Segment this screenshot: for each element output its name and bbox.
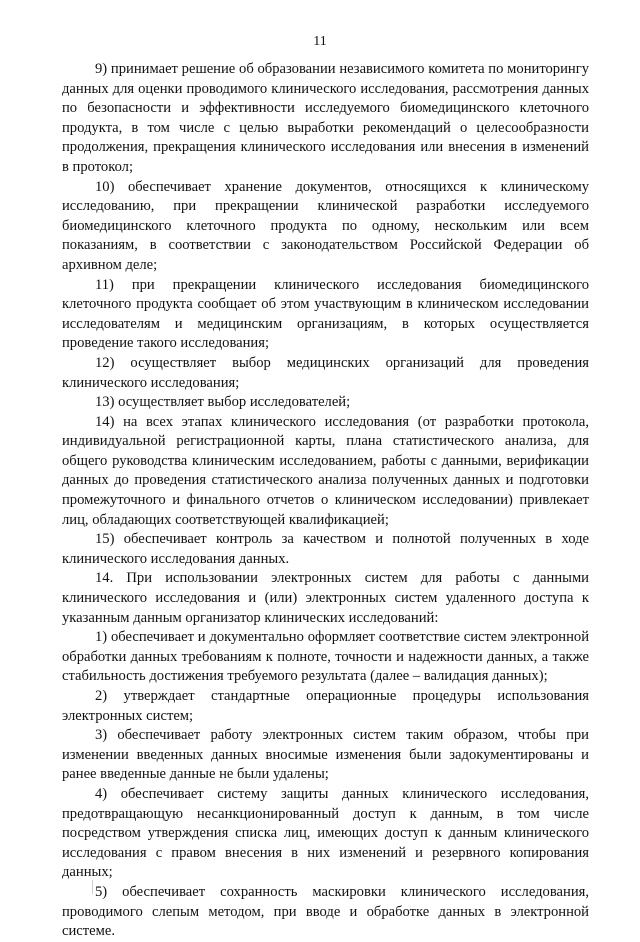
subitem-1: 1) обеспечивает и документально оформляет соответствие систем электронной обработки данных требованиям к полноте, точности и надежности данных, а также стабильность достижения требуемого результата (далее – валидация данных); [62, 629, 589, 685]
subitem-3: 3) обеспечивает работу электронных систем таким образом, чтобы при изменении введенных данных вносимые изменения были задокументированы и ранее введенные данные не были удалены; [62, 727, 589, 783]
subitem-4: 4) обеспечивает систему защиты данных клинического исследования, предотвращающую несанкционированный доступ к данным, в том числе посредством утверждения списка лиц, имеющих доступ к данным клинического исследования с правом внесения в них изменений и резервного копирования данных; [62, 785, 589, 881]
paragraph-item-15: 15) обеспечивает контроль за качеством и полнотой полученных в ходе клинического исследования данных. [62, 531, 589, 567]
paragraph-item-11: 11) при прекращении клинического исследования биомедицинского клеточного продукта сообщает об этом участвующим в клиническом исследовании исследователям и медицинским организациям, в которых осуществляется проведение такого исследования; [62, 276, 589, 352]
paragraph-item-12: 12) осуществляет выбор медицинских организаций для проведения клинического исследования; [62, 354, 589, 391]
paragraph-item-14: 14) на всех этапах клинического исследования (от разработки протокола, индивидуальной регистрационной карты, плана статистического анализа, для общего руководства клиническим исследованием, работы с данными, верификации данных до проведения статистического анализа полученных данных и подготовки промежуточного и финального отчетов о клиническом исследовании) привлекает лиц, обладающих соответствующей квалификацией; [62, 413, 589, 528]
paragraph-item-13: 13) осуществляет выбор исследователей; [95, 394, 351, 411]
page-number: 11 [313, 34, 327, 49]
scan-artifact [92, 880, 93, 894]
subitem-2: 2) утверждает стандартные операционные процедуры использования электронных систем; [62, 688, 589, 724]
paragraph-item-10: 10) обеспечивает хранение документов, относящихся к клиническому исследованию, при прекращении клинической разработки исследуемого биомедицинского клеточного продукта по одному, нескольким или всем показаниям, в соответствии с законодательством Российской Федерации об архивном деле; [62, 178, 589, 273]
paragraph-item-9: 9) принимает решение об образовании независимого комитета по мониторингу данных для оценки проводимого клинического исследования, рассмотрения данных по безопасности и эффективности исследуемого биомедицинского клеточного продукта, в том числе с целью выработки рекомендаций о целесообразности продолжения, прекращения клинического исследования или внесения в изменений в протокол; [62, 61, 589, 175]
subitem-5: 5) обеспечивает сохранность маскировки клинического исследования, проводимого слепым методом, при вводе и обработке данных в электронной системе. [62, 883, 589, 940]
document-body [62, 60, 589, 942]
section-14-intro: 14. При использовании электронных систем для работы с данными клинического исследования и (или) электронных систем удаленного доступа к указанным данным организатор клинических исследований: [62, 570, 589, 626]
